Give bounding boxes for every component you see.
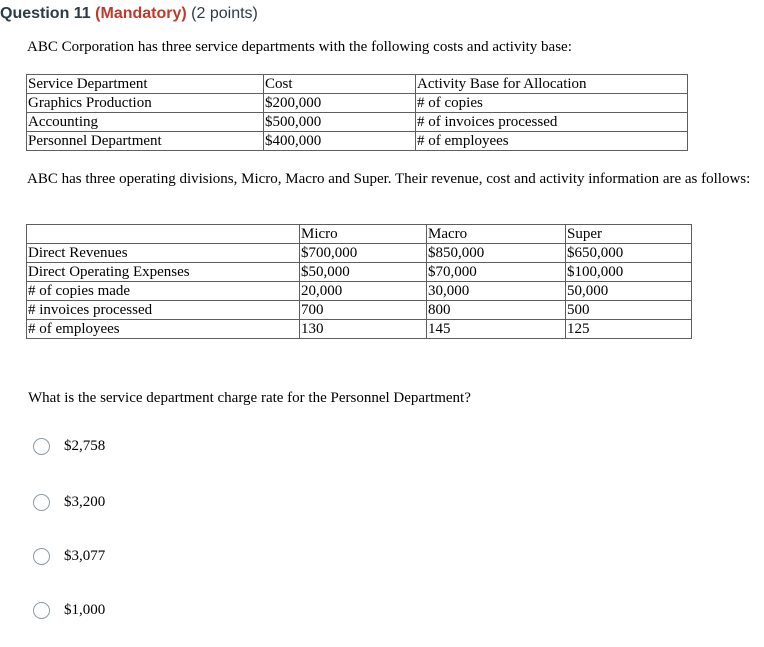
table-header-cell: Super bbox=[566, 225, 692, 244]
table-cell: # of copies bbox=[416, 94, 688, 113]
table-cell: Direct Revenues bbox=[27, 244, 300, 263]
table-header-cell bbox=[27, 225, 300, 244]
question-header bbox=[0, 5, 258, 23]
radio-button[interactable] bbox=[33, 494, 50, 511]
answer-choice-1[interactable] bbox=[33, 436, 105, 456]
answer-choice-2[interactable] bbox=[33, 492, 105, 512]
table-row bbox=[27, 263, 692, 282]
table-cell: 20,000 bbox=[300, 282, 427, 301]
radio-button[interactable] bbox=[33, 602, 50, 619]
table-cell: 700 bbox=[300, 301, 427, 320]
radio-button[interactable] bbox=[33, 548, 50, 565]
table-cell: Direct Operating Expenses bbox=[27, 263, 300, 282]
table-cell: 30,000 bbox=[427, 282, 566, 301]
choice-label[interactable]: $3,200 bbox=[64, 493, 106, 510]
table-header-cell: Activity Base for Allocation bbox=[416, 75, 688, 94]
table-cell: 130 bbox=[300, 320, 427, 339]
table-cell: $700,000 bbox=[300, 244, 427, 263]
radio-button[interactable] bbox=[33, 438, 50, 455]
table-cell: $200,000 bbox=[264, 94, 416, 113]
table-cell: $400,000 bbox=[264, 132, 416, 151]
choice-label[interactable]: $1,000 bbox=[64, 601, 106, 618]
table-row bbox=[27, 244, 692, 263]
table-cell: # of employees bbox=[416, 132, 688, 151]
table-cell: Accounting bbox=[27, 113, 264, 132]
table-cell: # of invoices processed bbox=[416, 113, 688, 132]
choice-label[interactable]: $2,758 bbox=[64, 437, 106, 454]
table-header-row bbox=[27, 225, 692, 244]
table-cell: $650,000 bbox=[566, 244, 692, 263]
table-cell: 50,000 bbox=[566, 282, 692, 301]
table-header-cell: Micro bbox=[300, 225, 427, 244]
table-header-cell: Cost bbox=[264, 75, 416, 94]
table-cell: # invoices processed bbox=[27, 301, 300, 320]
divisions-text: ABC has three operating divisions, Micro, Macro and Super. Their revenue, cost and activity information are as follows: bbox=[27, 171, 751, 187]
table-cell: 800 bbox=[427, 301, 566, 320]
table-row bbox=[27, 113, 688, 132]
table-row bbox=[27, 94, 688, 113]
table-cell: 500 bbox=[566, 301, 692, 320]
table-header-row bbox=[27, 75, 688, 94]
table-cell: $500,000 bbox=[264, 113, 416, 132]
choice-label[interactable]: $3,077 bbox=[64, 547, 106, 564]
division-table bbox=[26, 224, 692, 339]
table-header-cell: Macro bbox=[427, 225, 566, 244]
table-row bbox=[27, 301, 692, 320]
table-cell: # of copies made bbox=[27, 282, 300, 301]
table-cell: Personnel Department bbox=[27, 132, 264, 151]
answer-choice-3[interactable] bbox=[33, 546, 105, 566]
answer-choice-4[interactable] bbox=[33, 600, 105, 620]
table-cell: Graphics Production bbox=[27, 94, 264, 113]
question-prompt: What is the service department charge rate for the Personnel Department? bbox=[28, 390, 471, 406]
table-cell: $850,000 bbox=[427, 244, 566, 263]
points-label: (2 points) bbox=[191, 5, 258, 22]
table-cell: $70,000 bbox=[427, 263, 566, 282]
table-cell: 145 bbox=[427, 320, 566, 339]
intro-text: ABC Corporation has three service departments with the following costs and activity base: bbox=[27, 39, 572, 55]
service-department-table bbox=[26, 74, 688, 151]
table-row bbox=[27, 320, 692, 339]
table-header-cell: Service Department bbox=[27, 75, 264, 94]
table-row bbox=[27, 282, 692, 301]
mandatory-label: (Mandatory) bbox=[95, 5, 187, 22]
table-cell: # of employees bbox=[27, 320, 300, 339]
table-cell: 125 bbox=[566, 320, 692, 339]
table-row bbox=[27, 132, 688, 151]
table-cell: $100,000 bbox=[566, 263, 692, 282]
table-cell: $50,000 bbox=[300, 263, 427, 282]
question-number: Question 11 bbox=[0, 5, 91, 22]
